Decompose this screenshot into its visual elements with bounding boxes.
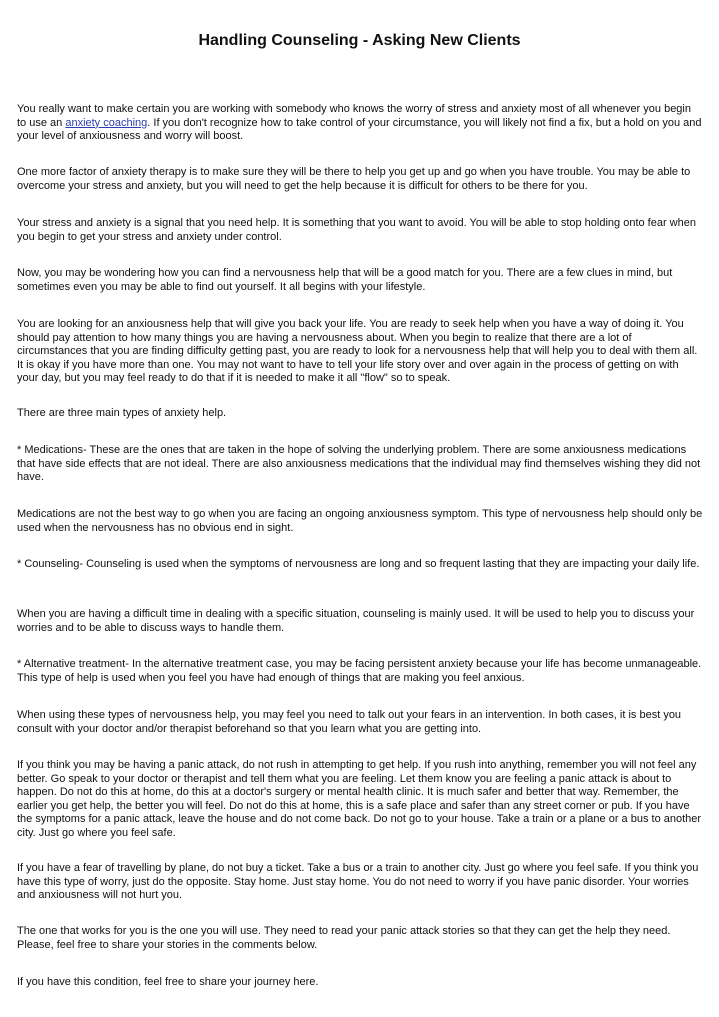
paragraph-16: If you have this condition, feel free to share your journey here. bbox=[17, 976, 319, 988]
paragraph-7: * Medications- These are the ones that are taken in the hope of solving the underlying problem. There are some anxiousness medications that have side effects that are not ideal. There are also anxiousness medications that the individual may find themselves wishing they did not have. bbox=[17, 444, 701, 484]
paragraph-10: When you are having a difficult time in dealing with a specific situation, counseling is mainly used. It will be used to help you to discuss your worries and to be able to discuss ways to handle them. bbox=[17, 608, 695, 634]
anxiety-coaching-link[interactable]: anxiety coaching bbox=[65, 116, 148, 129]
paragraph-12: When using these types of nervousness help, you may feel you need to talk out your fears in an intervention. In both cases, it is best you consult with your doctor and/or therapist beforehand so that you learn what you are getting into. bbox=[17, 709, 682, 735]
paragraph-5: You are looking for an anxiousness help that will give you back your life. You are ready to seek help when you have a way of doing it. You should pay attention to how many things you are having a nervousness about. When you begin to realize that there are a lot of circumstances that you are finding difficulty getting past, you are ready to look for a nervousness help that will help you to deal with them all. It is okay if you have more than one. You may not want to have to tell your life story over and over again in the process of getting on with your day, but you may feel ready to do that if it is needed to make it all "flow" so to speak. bbox=[17, 318, 698, 385]
paragraph-15: The one that works for you is the one you will use. They need to read your panic attack stories so that they can get the help they need. Please, feel free to share your stories in the comments below. bbox=[17, 925, 671, 951]
paragraph-1 bbox=[17, 103, 703, 144]
paragraph-8: Medications are not the best way to go when you are facing an ongoing anxiousness symptom. This type of nervousness help should only be used when the nervousness has no obvious end in sight. bbox=[17, 508, 703, 534]
paragraph-3: Your stress and anxiety is a signal that you need help. It is something that you want to avoid. You will be able to stop holding onto fear when you begin to get your stress and anxiety under control. bbox=[17, 217, 696, 243]
paragraph-2: One more factor of anxiety therapy is to make sure they will be there to help you get up and go when you have trouble. You may be able to overcome your stress and anxiety, but you will need to get the help because it is difficult for others to be there for you. bbox=[17, 166, 691, 192]
page-title: Handling Counseling - Asking New Clients bbox=[198, 32, 521, 49]
paragraph-13: If you think you may be having a panic attack, do not rush in attempting to get help. If you rush into anything, remember you will not feel any better. Go speak to your doctor or therapist and tell them what you are feeling. Let them know you are feeling a panic attack is about to happen. Do not do this at home, do this at a doctor's surgery or mental health clinic. It is much safer and better that way. Remember, the earlier you get help, the better you will feel. Do not do this at home, this is a safe place and safer than any street corner or pub. If you have the symptoms for a panic attack, leave the house and do not come back. Do not go to your house. Take a train or a plane or a bus to another city. Just go where you feel safe. bbox=[17, 759, 702, 839]
paragraph-1-text-after: . If you don't recognize how to take control of your circumstance, you will likely not find a fix, but a hold on you and your level of anxiousness and worry will boost. bbox=[17, 116, 702, 143]
paragraph-6: There are three main types of anxiety help. bbox=[17, 407, 227, 419]
paragraph-4: Now, you may be wondering how you can find a nervousness help that will be a good match for you. There are a few clues in mind, but sometimes even you may be able to find out yourself. It all begins with your lifestyle. bbox=[17, 267, 673, 293]
paragraph-9: * Counseling- Counseling is used when the symptoms of nervousness are long and so frequent lasting that they are impacting your daily life. bbox=[17, 558, 700, 570]
paragraph-1-text-before: You really want to make certain you are working with somebody who knows the worry of stress and anxiety most of all whenever you begin to use an bbox=[17, 103, 691, 129]
paragraph-14: If you have a fear of travelling by plane, do not buy a ticket. Take a bus or a train to another city. Just go where you feel safe. If you think you have this type of worry, just do the opposite. Stay home. Just stay home. You do not need to worry if you have panic disorder. Your worries and anxiousness will not hurt you. bbox=[17, 862, 699, 902]
paragraph-11: * Alternative treatment- In the alternative treatment case, you may be facing persistent anxiety because your life has become unmanageable. This type of help is used when you feel you have had enough of things that are making you feel anxious. bbox=[17, 658, 702, 684]
